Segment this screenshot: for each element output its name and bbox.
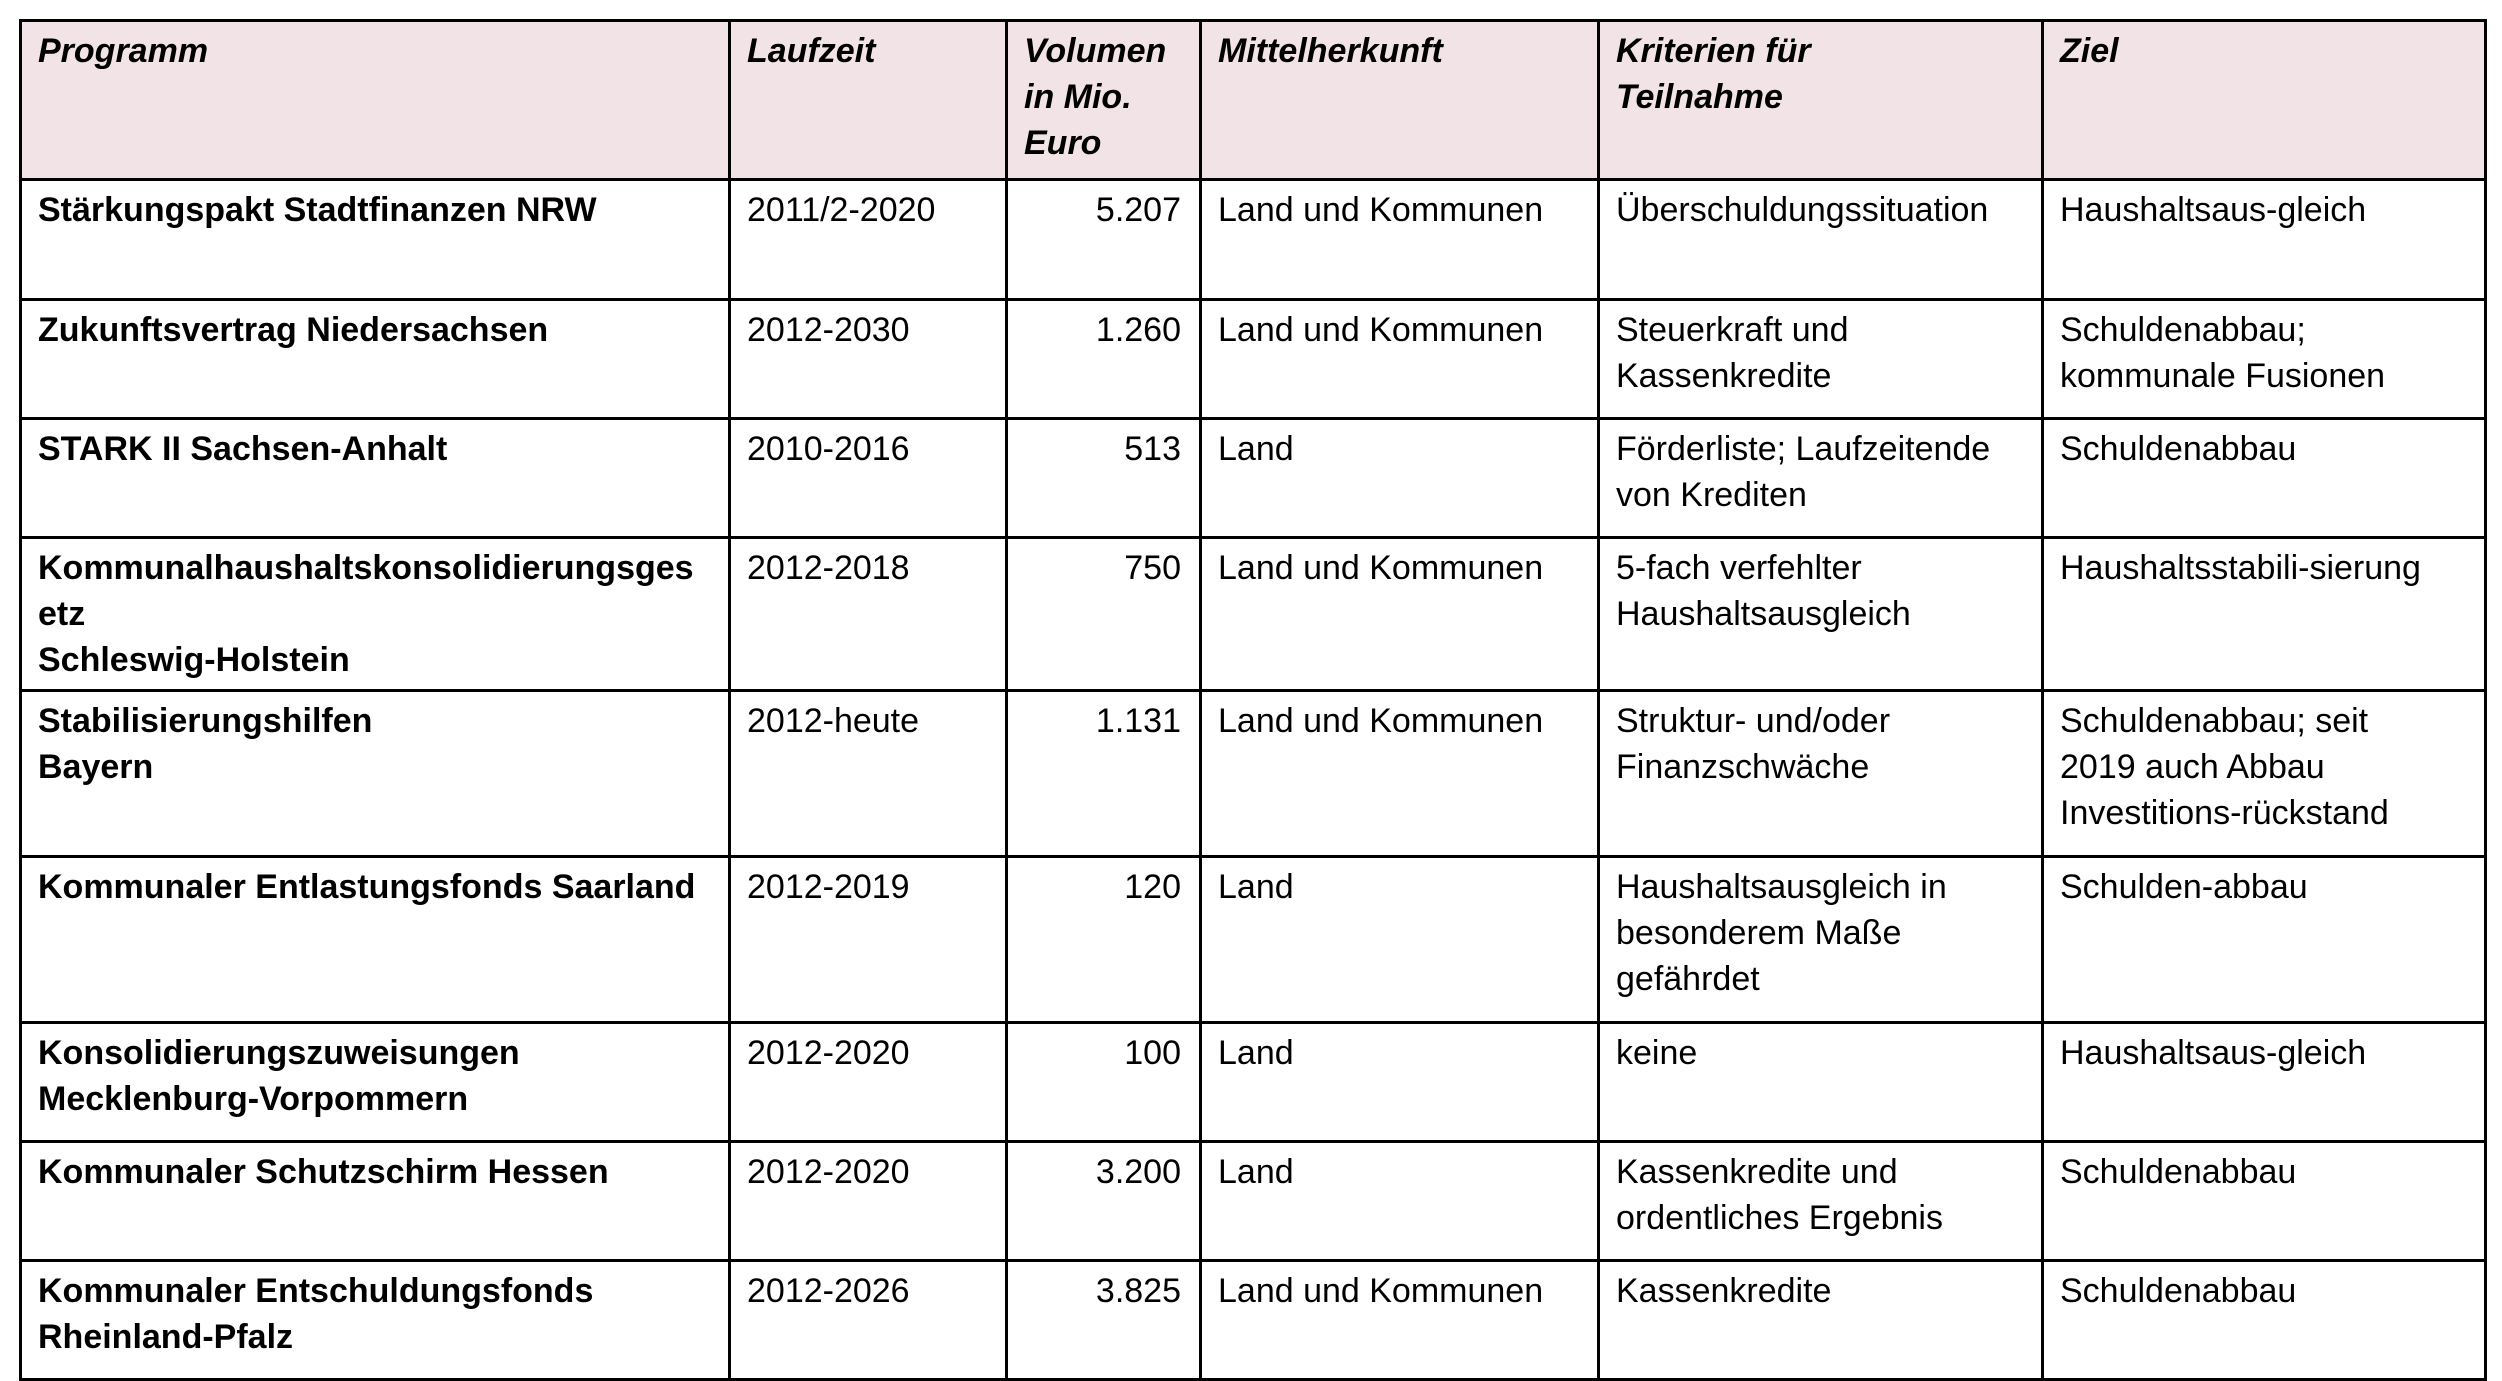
- cell-ziel: [2043, 1142, 2486, 1261]
- header-kriterien-line: Teilnahme: [1616, 78, 1783, 116]
- header-kriterien: [1599, 21, 2043, 180]
- cell-ziel-line: Investitions-rückstand: [2060, 794, 2389, 832]
- cell-programm-line: Konsolidierungszuweisungen: [38, 1034, 520, 1072]
- table-row: [21, 691, 2486, 857]
- cell-ziel-line: Schuldenabbau: [2060, 430, 2297, 468]
- table-row: [21, 1261, 2486, 1380]
- cell-mittelherkunft: Land und Kommunen: [1201, 538, 1599, 691]
- cell-programm: [21, 1142, 730, 1261]
- cell-laufzeit: 2012-2020: [730, 1142, 1007, 1261]
- table-row: [21, 180, 2486, 300]
- table-row: [21, 419, 2486, 538]
- cell-kriterien: [1599, 1142, 2043, 1261]
- cell-ziel-line: Schuldenabbau: [2060, 1272, 2297, 1310]
- cell-volumen: 1.260: [1007, 300, 1201, 419]
- cell-mittelherkunft: Land: [1201, 857, 1599, 1023]
- cell-kriterien-line: Haushaltsausgleich: [1616, 595, 1911, 633]
- cell-programm-line: Mecklenburg-Vorpommern: [38, 1080, 469, 1118]
- cell-mittelherkunft: Land: [1201, 1142, 1599, 1261]
- header-mittelherkunft: Mittelherkunft: [1201, 21, 1599, 180]
- cell-kriterien-line: Kassenkredite: [1616, 357, 1832, 395]
- cell-mittelherkunft: Land: [1201, 1023, 1599, 1142]
- cell-laufzeit: 2012-2030: [730, 300, 1007, 419]
- cell-ziel-line: Schuldenabbau;: [2060, 311, 2306, 349]
- header-volumen-line: Euro: [1024, 124, 1102, 162]
- cell-programm-line: Schleswig-Holstein: [38, 641, 350, 679]
- cell-programm-line: Kommunalhaushaltskonsolidierungsgesetz: [38, 549, 694, 633]
- cell-programm: [21, 691, 730, 857]
- header-laufzeit: Laufzeit: [730, 21, 1007, 180]
- cell-kriterien-line: Struktur- und/oder: [1616, 702, 1891, 740]
- cell-kriterien: [1599, 691, 2043, 857]
- header-ziel: Ziel: [2043, 21, 2486, 180]
- cell-ziel-line: Haushaltsaus-gleich: [2060, 191, 2367, 229]
- cell-mittelherkunft: Land und Kommunen: [1201, 300, 1599, 419]
- cell-mittelherkunft: Land und Kommunen: [1201, 180, 1599, 300]
- cell-kriterien-line: Kassenkredite: [1616, 1272, 1832, 1310]
- cell-ziel: [2043, 1023, 2486, 1142]
- cell-volumen: 100: [1007, 1023, 1201, 1142]
- table-row: [21, 857, 2486, 1023]
- cell-ziel-line: Haushaltsstabili-sierung: [2060, 549, 2421, 587]
- cell-kriterien-line: Förderliste; Laufzeitende: [1616, 430, 1991, 468]
- cell-programm-line: Zukunftsvertrag Niedersachsen: [38, 311, 549, 349]
- cell-kriterien: [1599, 180, 2043, 300]
- cell-kriterien-line: besonderem Maße: [1616, 914, 1902, 952]
- cell-kriterien-line: Überschuldungssituation: [1616, 191, 1989, 229]
- cell-kriterien: [1599, 538, 2043, 691]
- cell-laufzeit: 2012-2020: [730, 1023, 1007, 1142]
- cell-programm: [21, 857, 730, 1023]
- cell-ziel: [2043, 857, 2486, 1023]
- cell-kriterien-line: gefährdet: [1616, 960, 1760, 998]
- cell-ziel-line: Schuldenabbau: [2060, 1153, 2297, 1191]
- cell-programm: [21, 1261, 730, 1380]
- cell-programm-line: Stärkungspakt Stadtfinanzen NRW: [38, 191, 597, 229]
- cell-kriterien-line: Finanzschwäche: [1616, 748, 1870, 786]
- cell-ziel: [2043, 300, 2486, 419]
- header-volumen-line: in Mio.: [1024, 78, 1132, 116]
- cell-laufzeit: 2011/2-2020: [730, 180, 1007, 300]
- cell-mittelherkunft: Land und Kommunen: [1201, 1261, 1599, 1380]
- cell-laufzeit: 2012-2018: [730, 538, 1007, 691]
- cell-laufzeit: 2012-2026: [730, 1261, 1007, 1380]
- cell-kriterien-line: ordentliches Ergebnis: [1616, 1199, 1943, 1237]
- table-row: [21, 1023, 2486, 1142]
- cell-kriterien-line: 5-fach verfehlter: [1616, 549, 1862, 587]
- cell-programm: [21, 419, 730, 538]
- cell-ziel-line: Schulden-abbau: [2060, 868, 2308, 906]
- cell-programm-line: Stabilisierungshilfen: [38, 702, 373, 740]
- header-row: [21, 21, 2486, 180]
- cell-programm-line: Rheinland-Pfalz: [38, 1318, 294, 1356]
- cell-ziel: [2043, 180, 2486, 300]
- cell-programm-line: Bayern: [38, 748, 154, 786]
- table-row: [21, 538, 2486, 691]
- cell-ziel-line: 2019 auch Abbau: [2060, 748, 2325, 786]
- cell-ziel-line: kommunale Fusionen: [2060, 357, 2386, 395]
- cell-programm: [21, 538, 730, 691]
- cell-mittelherkunft: Land: [1201, 419, 1599, 538]
- cell-volumen: 513: [1007, 419, 1201, 538]
- cell-programm-line: Kommunaler Entlastungsfonds Saarland: [38, 868, 696, 906]
- cell-kriterien-line: von Krediten: [1616, 476, 1807, 514]
- cell-volumen: 5.207: [1007, 180, 1201, 300]
- cell-laufzeit: 2012-heute: [730, 691, 1007, 857]
- cell-mittelherkunft: Land und Kommunen: [1201, 691, 1599, 857]
- header-volumen: [1007, 21, 1201, 180]
- cell-laufzeit: 2010-2016: [730, 419, 1007, 538]
- cell-kriterien: [1599, 1023, 2043, 1142]
- cell-kriterien: [1599, 419, 2043, 538]
- cell-ziel: [2043, 538, 2486, 691]
- cell-programm-line: Kommunaler Schutzschirm Hessen: [38, 1153, 609, 1191]
- header-programm: Programm: [21, 21, 730, 180]
- cell-ziel: [2043, 1261, 2486, 1380]
- cell-kriterien: [1599, 857, 2043, 1023]
- cell-programm-line: Kommunaler Entschuldungsfonds: [38, 1272, 594, 1310]
- table-row: [21, 1142, 2486, 1261]
- cell-kriterien: [1599, 300, 2043, 419]
- cell-ziel-line: Haushaltsaus-gleich: [2060, 1034, 2367, 1072]
- cell-kriterien-line: Haushaltsausgleich in: [1616, 868, 1947, 906]
- cell-kriterien-line: keine: [1616, 1034, 1698, 1072]
- cell-volumen: 1.131: [1007, 691, 1201, 857]
- cell-ziel: [2043, 691, 2486, 857]
- cell-volumen: 3.825: [1007, 1261, 1201, 1380]
- table-row: [21, 300, 2486, 419]
- cell-programm: [21, 180, 730, 300]
- cell-programm: [21, 300, 730, 419]
- header-volumen-line: Volumen: [1024, 32, 1167, 70]
- cell-kriterien-line: Steuerkraft und: [1616, 311, 1849, 349]
- cell-programm: [21, 1023, 730, 1142]
- cell-laufzeit: 2012-2019: [730, 857, 1007, 1023]
- cell-volumen: 120: [1007, 857, 1201, 1023]
- cell-volumen: 750: [1007, 538, 1201, 691]
- cell-volumen: 3.200: [1007, 1142, 1201, 1261]
- cell-programm-line: STARK II Sachsen-Anhalt: [38, 430, 448, 468]
- program-table: [19, 19, 2487, 1381]
- cell-kriterien-line: Kassenkredite und: [1616, 1153, 1898, 1191]
- header-kriterien-line: Kriterien für: [1616, 32, 1811, 70]
- cell-ziel-line: Schuldenabbau; seit: [2060, 702, 2369, 740]
- cell-kriterien: [1599, 1261, 2043, 1380]
- cell-ziel: [2043, 419, 2486, 538]
